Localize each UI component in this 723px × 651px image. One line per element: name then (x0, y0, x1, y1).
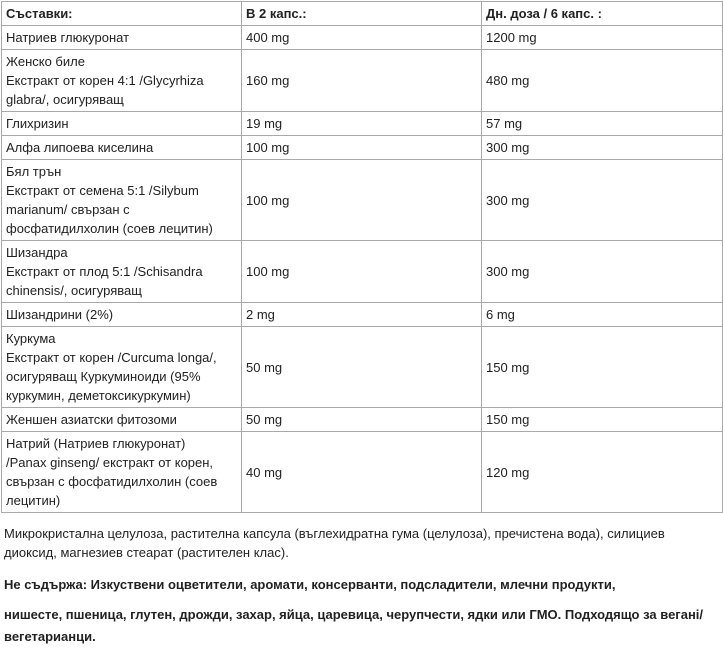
amount-daily-dose: 300 mg (482, 241, 723, 303)
ingredient-cell (2, 432, 242, 513)
ingredient-line: Екстракт от корен /Curcuma longa/, (6, 350, 217, 365)
amount-daily-dose: 6 mg (482, 303, 723, 327)
amount-per-2-caps: 100 mg (242, 160, 482, 241)
table-row (2, 50, 723, 112)
amount-per-2-caps: 2 mg (242, 303, 482, 327)
ingredient-line: свързан с фосфатидилхолин (соев (6, 474, 218, 489)
header-per-2-caps: В 2 капс.: (242, 2, 482, 26)
amount-daily-dose: 300 mg (482, 136, 723, 160)
composition-text: Микрокристална целулоза, растителна капсула (въглехидратна гума (целулоза), пречистена вода), силициев диоксид, магнезиев стеарат (растителен клас). (4, 526, 665, 560)
amount-per-2-caps: 50 mg (242, 327, 482, 408)
amount-per-2-caps: 400 mg (242, 26, 482, 50)
ingredient-line: Шизандра (6, 245, 68, 260)
ingredient-line: Екстракт от семена 5:1 /Silybum (6, 183, 199, 198)
amount-daily-dose: 120 mg (482, 432, 723, 513)
table-row (2, 408, 723, 432)
ingredient-cell (2, 26, 242, 50)
amount-per-2-caps: 40 mg (242, 432, 482, 513)
ingredient-cell (2, 303, 242, 327)
ingredient-cell (2, 241, 242, 303)
table-row (2, 327, 723, 408)
ingredient-line: Женско биле (6, 54, 85, 69)
ingredient-line: Бял трън (6, 164, 62, 179)
amount-daily-dose: 150 mg (482, 408, 723, 432)
amount-per-2-caps: 50 mg (242, 408, 482, 432)
amount-daily-dose: 1200 mg (482, 26, 723, 50)
ingredient-line: Женшен азиатски фитозоми (6, 412, 177, 427)
free-from-note (4, 574, 720, 648)
amount-daily-dose: 480 mg (482, 50, 723, 112)
table-row (2, 303, 723, 327)
header-daily-dose: Дн. доза / 6 капс. : (482, 2, 723, 26)
table-row (2, 241, 723, 303)
ingredient-line: куркумин, деметоксикуркумин) (6, 388, 191, 403)
table-row (2, 136, 723, 160)
free-from-line-2: нишесте, пшеница, глутен, дрожди, захар, яйца, царевица, черупчести, ядки или ГМО. Подходящо за веганi/вегетарианци. (4, 607, 704, 644)
ingredient-line: осигуряващ Куркуминоиди (95% (6, 369, 201, 384)
header-ingredients: Съставки: (2, 2, 242, 26)
ingredient-cell (2, 160, 242, 241)
ingredient-line: /Panax ginseng/ екстракт от корен, (6, 455, 214, 470)
ingredient-cell (2, 112, 242, 136)
table-body (2, 26, 723, 513)
ingredient-line: Алфа липоева киселина (6, 140, 154, 155)
ingredient-line: Натриев глюкуронат (6, 30, 130, 45)
ingredient-line: Екстракт от плод 5:1 /Schisandra (6, 264, 203, 279)
amount-per-2-caps: 100 mg (242, 241, 482, 303)
ingredient-line: фосфатидилхолин (соев лецитин) (6, 221, 213, 236)
ingredient-line: Глихризин (6, 116, 69, 131)
ingredient-line: Куркума (6, 331, 56, 346)
amount-per-2-caps: 19 mg (242, 112, 482, 136)
ingredients-table (1, 1, 723, 513)
ingredient-line: chinensis/, осигуряващ (6, 283, 142, 298)
amount-per-2-caps: 100 mg (242, 136, 482, 160)
amount-daily-dose: 150 mg (482, 327, 723, 408)
ingredient-line: glabra/, осигуряващ (6, 92, 124, 107)
free-from-line-1: Не съдържа: Изкуствени оцветители, аромати, консерванти, подсладители, млечни продукти, (4, 577, 616, 592)
amount-daily-dose: 57 mg (482, 112, 723, 136)
table-row (2, 26, 723, 50)
table-header-row (2, 2, 723, 26)
ingredient-cell (2, 50, 242, 112)
ingredient-cell (2, 136, 242, 160)
amount-per-2-caps: 160 mg (242, 50, 482, 112)
ingredient-cell (2, 327, 242, 408)
ingredient-line: Екстракт от корен 4:1 /Glycyrhiza (6, 73, 204, 88)
ingredient-cell (2, 408, 242, 432)
ingredient-line: Шизандрини (2%) (6, 307, 114, 322)
amount-daily-dose: 300 mg (482, 160, 723, 241)
table-row (2, 432, 723, 513)
table-row (2, 112, 723, 136)
ingredient-line: лецитин) (6, 493, 61, 508)
ingredient-line: Натрий (Натриев глюкуронат) (6, 436, 186, 451)
table-row (2, 160, 723, 241)
ingredient-line: marianum/ свързан с (6, 202, 130, 217)
